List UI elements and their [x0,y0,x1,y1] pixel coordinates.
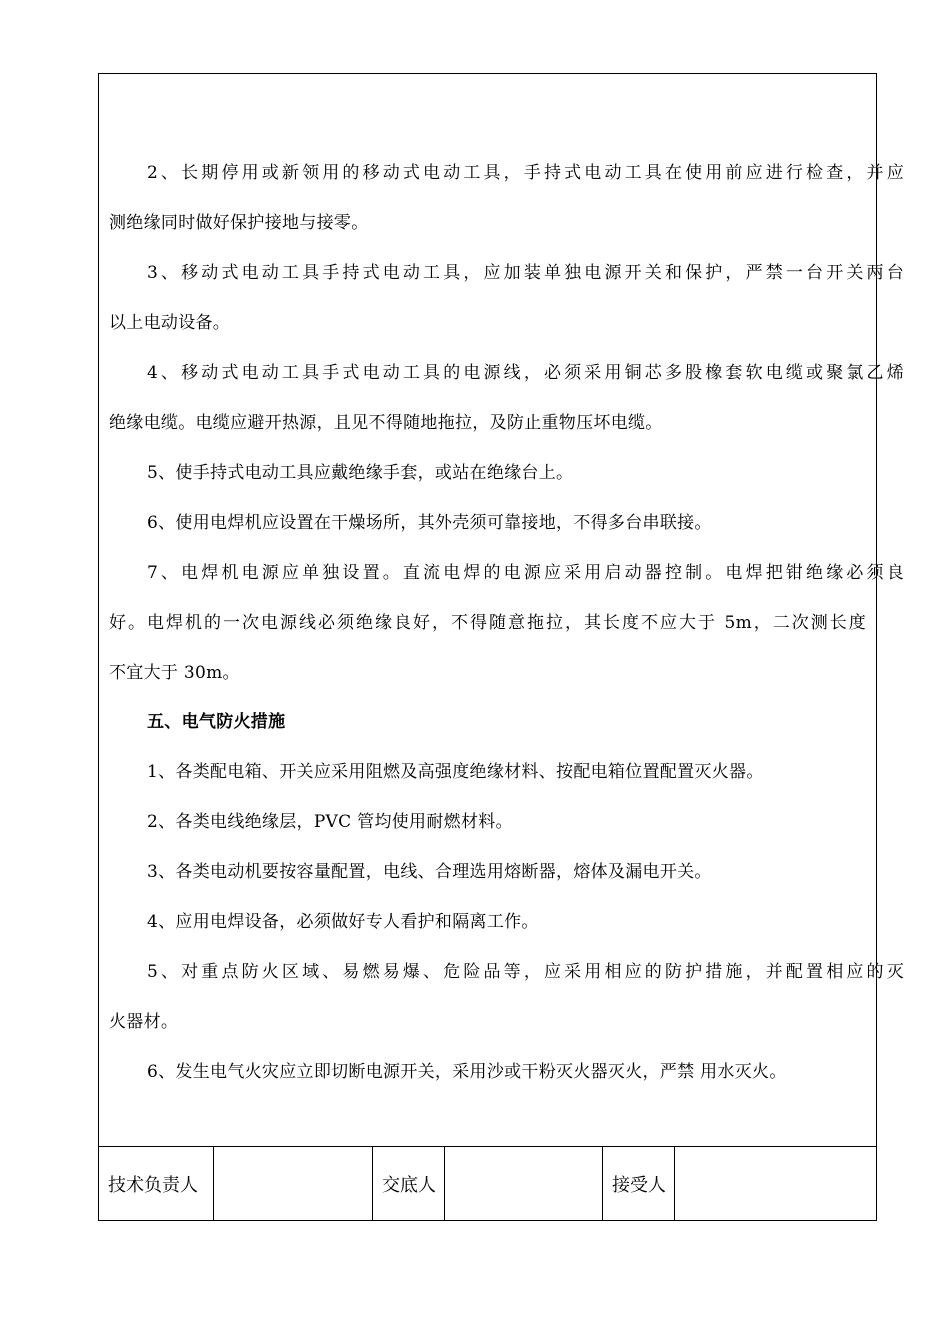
discloser-label: 交底人 [373,1147,445,1220]
paragraph-line: 4、移动式电动工具手式电动工具的电源线，必须采用铜芯多股橡套软电缆或聚氯乙烯 [147,363,904,383]
discloser-field[interactable] [445,1147,603,1220]
paragraph-line: 4、应用电焊设备，必须做好专人看护和隔离工作。 [147,912,539,932]
paragraph-line: 7、电焊机电源应单独设置。直流电焊的电源应采用启动器控制。电焊把钳绝缘必须良 [147,563,904,583]
paragraph-line: 不宜大于 30m。 [109,663,240,683]
receiver-label: 接受人 [603,1147,675,1220]
paragraph-line: 以上电动设备。 [109,313,231,333]
paragraph-line: 5、对重点防火区域、易燃易爆、危险品等，应采用相应的防护措施，并配置相应的灭 [147,962,904,982]
paragraph-line: 6、使用电焊机应设置在干燥场所，其外壳须可靠接地，不得多台串联接。 [147,513,712,533]
paragraph-line: 2、各类电线绝缘层，PVC 管均使用耐燃材料。 [147,812,513,832]
paragraph-line: 3、移动式电动工具手持式电动工具，应加装单独电源开关和保护，严禁一台开关两台 [147,263,904,283]
paragraph-line: 5、使手持式电动工具应戴绝缘手套，或站在绝缘台上。 [147,463,574,483]
paragraph-line: 6、发生电气火灾应立即切断电源开关，采用沙或干粉灭火器灭火，严禁 用水灭火。 [147,1062,787,1082]
paragraph-line: 火器材。 [109,1012,179,1032]
signature-row [99,1146,876,1220]
content-area [99,74,904,1146]
paragraph-line: 2、长期停用或新领用的移动式电动工具，手持式电动工具在使用前应进行检查，并应 [147,163,904,183]
paragraph-line: 1、各类配电箱、开关应采用阻燃及高强度绝缘材料、按配电箱位置配置灭火器。 [147,762,764,782]
paragraph-line: 绝缘电缆。电缆应避开热源，且见不得随地拖拉，及防止重物压坏电缆。 [109,413,663,433]
paragraph-line: 好。电焊机的一次电源线必须绝缘良好，不得随意拖拉，其长度不应大于 5m，二次测长度 [109,613,866,633]
tech-lead-field[interactable] [214,1147,373,1220]
tech-lead-label: 技术负责人 [99,1147,214,1220]
paragraph-line: 3、各类电动机要按容量配置，电线、合理选用熔断器，熔体及漏电开关。 [147,862,712,882]
paragraph-line: 测绝缘同时做好保护接地与接零。 [109,213,369,233]
receiver-field[interactable] [675,1147,876,1220]
section-heading: 五、电气防火措施 [147,712,286,732]
disclosure-table [98,73,904,1221]
